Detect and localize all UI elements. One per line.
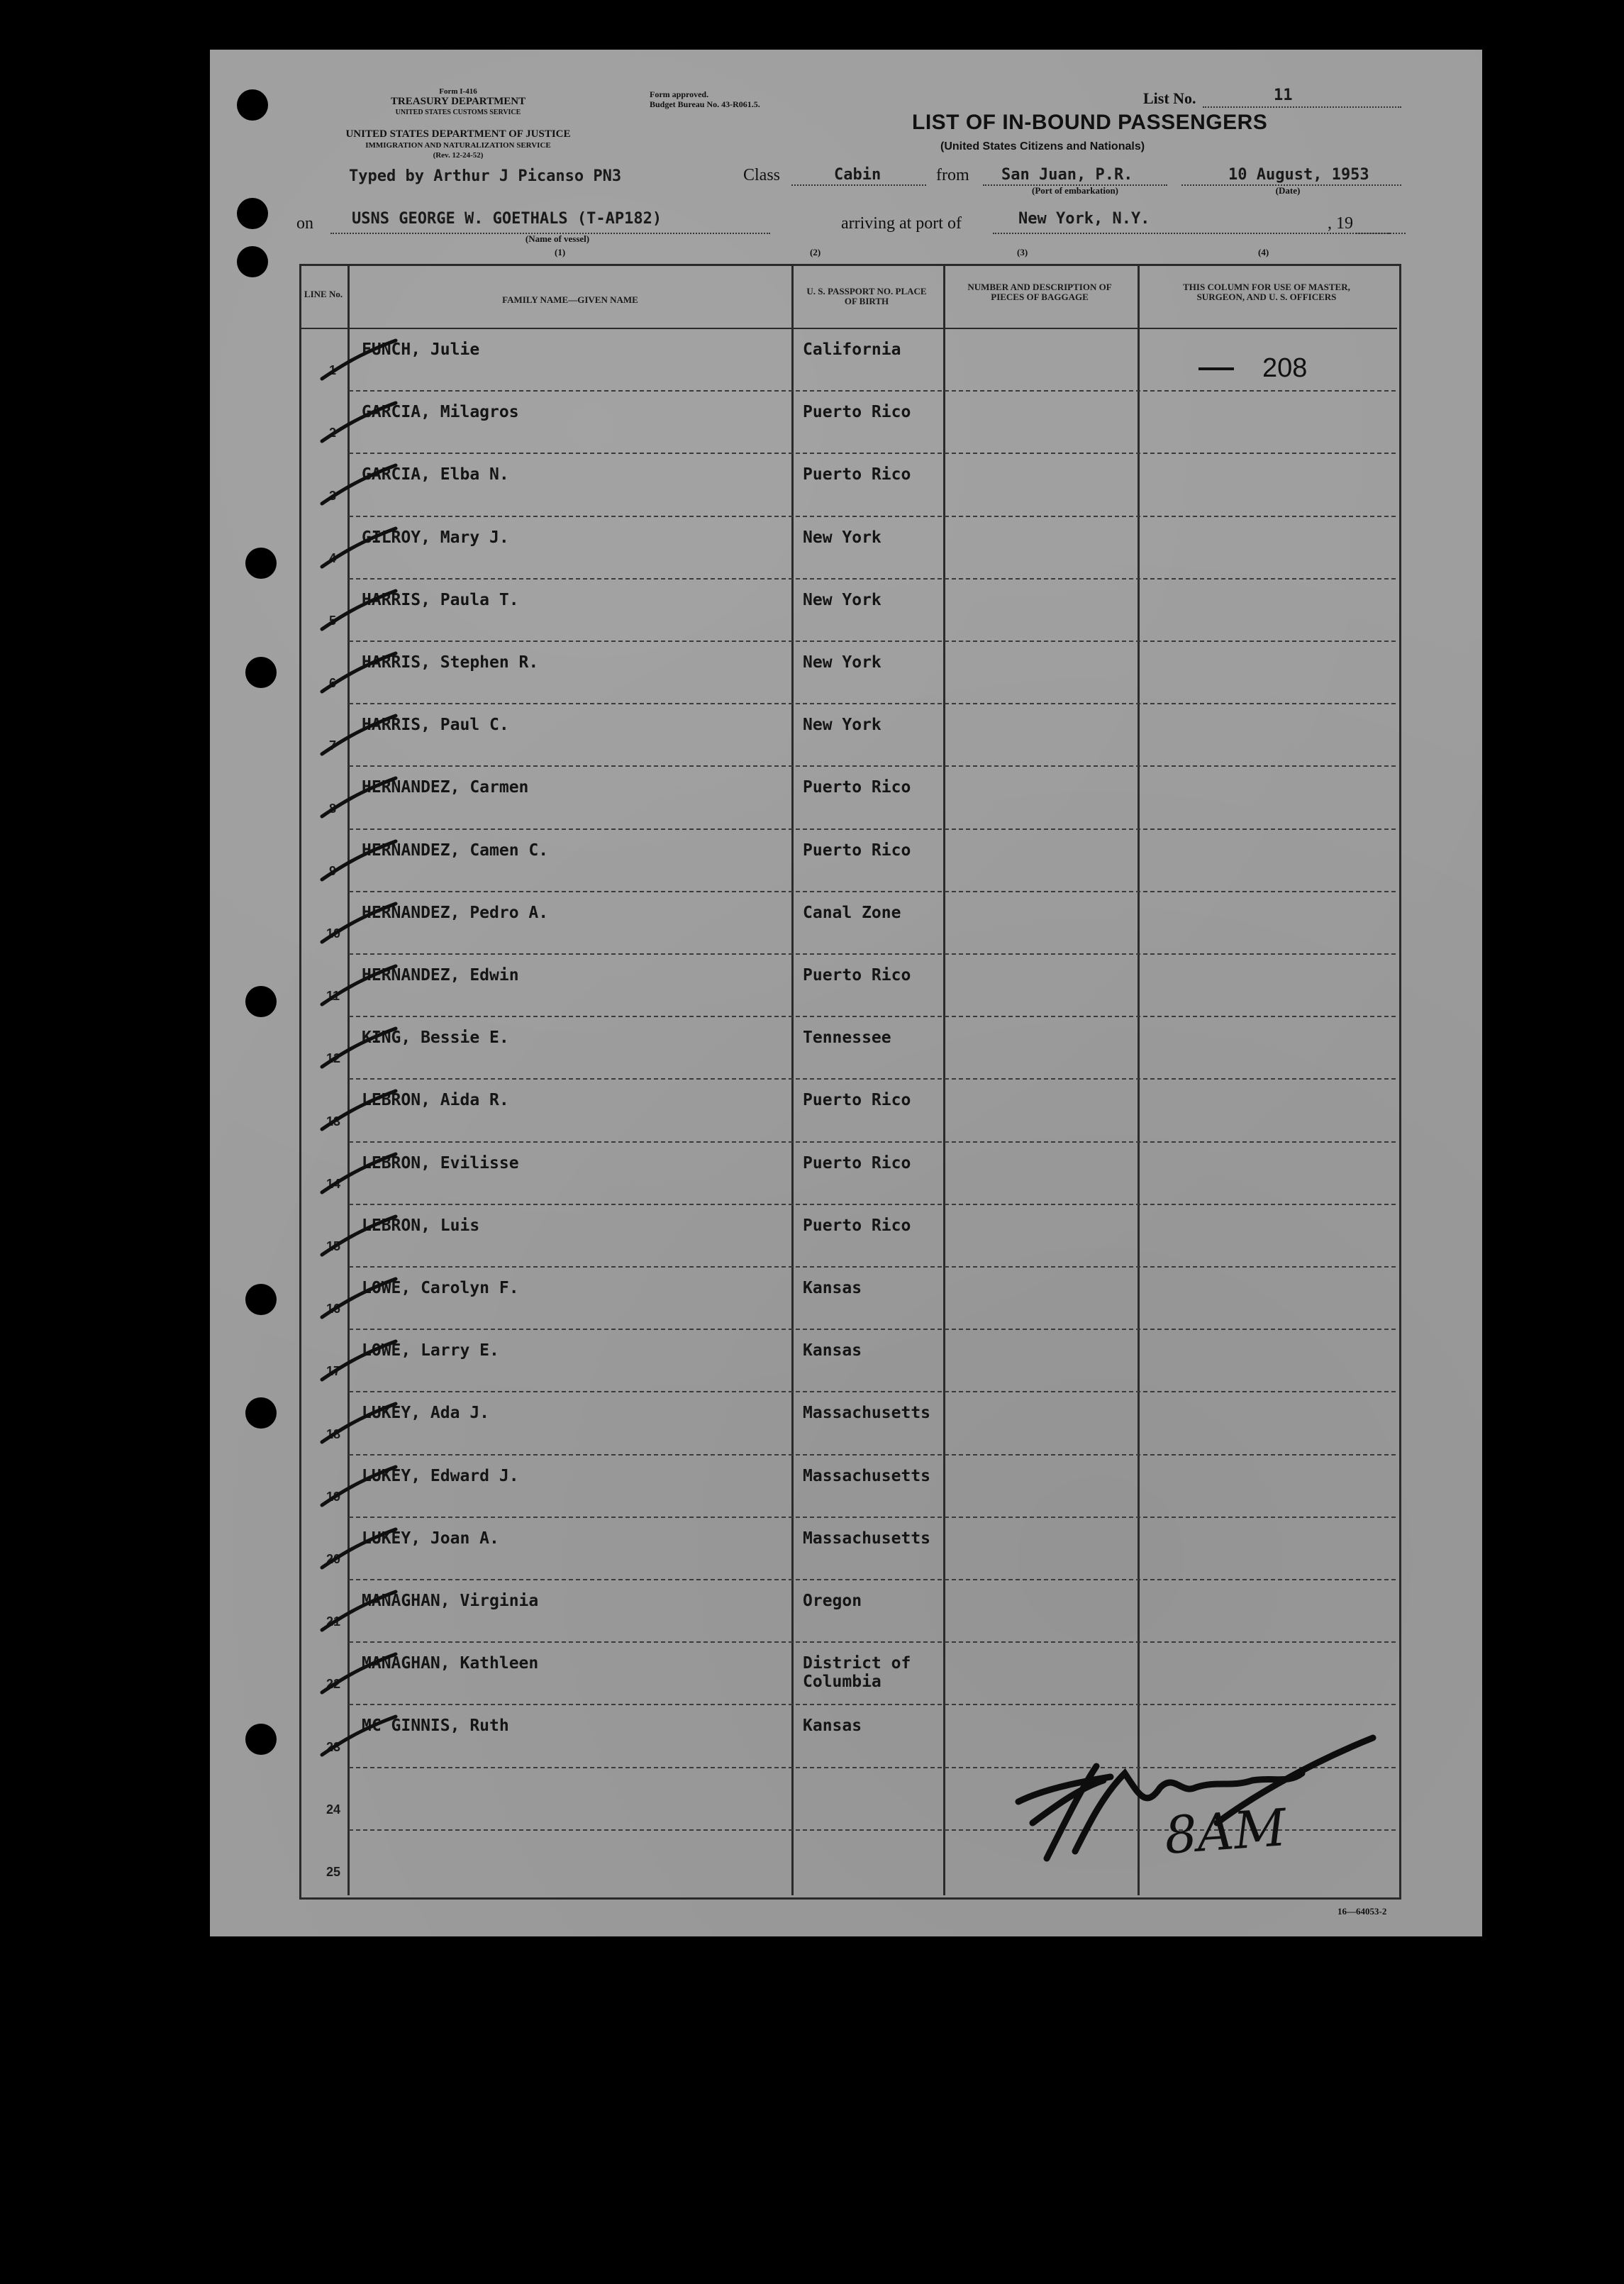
ins: IMMIGRATION AND NATURALIZATION SERVICE [365,141,551,150]
arrival-port: New York, N.Y. [1018,210,1150,228]
place-of-birth: Massachusetts [803,1466,931,1485]
place-of-birth: Kansas [803,1717,862,1736]
row-divider [349,1141,1396,1143]
line-number: 23 [326,1739,341,1754]
passenger-name: LOWE, Larry E. [362,1341,499,1360]
port-embarkation-caption: (Port of embarkation) [1031,185,1119,196]
officer-note: 208 [1262,353,1308,383]
place-of-birth: Massachusetts [803,1404,931,1423]
row-divider [349,390,1396,392]
place-of-birth: Puerto Rico [803,966,911,985]
header-officers: THIS COLUMN FOR USE OF MASTER, SURGEON, AND U. S. OFFICERS [1183,282,1350,302]
place-of-birth: Puerto Rico [803,1091,911,1110]
check-mark-icon [316,1275,401,1324]
place-of-birth: Tennessee [803,1029,891,1048]
row-divider [349,765,1396,767]
binder-hole [245,548,277,579]
check-mark-icon [316,1463,401,1512]
year-line [1356,233,1406,234]
revision: (Rev. 12-24-52) [433,151,484,160]
place-of-birth: Massachusetts [803,1529,931,1548]
class-label: Class [743,166,781,184]
line-number: 11 [326,989,340,1004]
place-of-birth: Canal Zone [803,903,901,922]
col-divider [299,264,301,1895]
place-of-birth: New York [803,528,881,547]
binder-hole [237,198,268,229]
check-mark-icon [316,461,401,511]
budget-bureau: Budget Bureau No. 43-R061.5. [650,99,760,109]
port-embarkation: San Juan, P.R. [1001,166,1133,184]
treasury-department: TREASURY DEPARTMENT [390,96,526,107]
table-header-divider [299,328,1397,329]
form-approved: Form approved. [650,89,709,99]
officer-dash [1198,367,1234,370]
line-number: 14 [326,1176,341,1191]
row-divider [349,1517,1396,1518]
check-mark-icon [316,899,401,949]
passenger-name: GARCIA, Milagros [362,403,519,422]
passenger-name: LUKEY, Ada J. [362,1404,490,1423]
passenger-name: KING, Bessie E. [362,1029,509,1048]
check-mark-icon [316,1024,401,1074]
passenger-name: MC GINNIS, Ruth [362,1717,509,1736]
place-of-birth: New York [803,590,881,609]
check-mark-icon [316,837,401,887]
passenger-name: LOWE, Carolyn F. [362,1279,519,1297]
typed-by: Typed by Arthur J Picanso PN3 [349,167,622,185]
check-mark-icon [316,1150,401,1199]
header-line-no: LINE No. [304,289,343,299]
signature-time: 8AM [1162,1797,1289,1866]
place-of-birth: Puerto Rico [803,1153,911,1173]
check-mark-icon [316,1712,401,1762]
check-mark-icon [316,774,401,824]
row-divider [349,1016,1396,1017]
list-no-label: List No. [1143,89,1196,107]
passenger-name: LEBRON, Evilisse [362,1153,519,1173]
place-of-birth: New York [803,653,881,672]
place-of-birth: Kansas [803,1341,862,1360]
line-number: 15 [326,1239,341,1253]
from-label: from [936,166,969,184]
line-number: 1 [329,363,337,378]
header-passport: U. S. PASSPORT NO. PLACE OF BIRTH [806,286,927,306]
on-label: on [296,214,313,233]
date-caption: (Date) [1275,185,1301,196]
passenger-name: MANAGHAN, Virginia [362,1592,539,1610]
binder-hole [237,246,268,277]
place-of-birth: Puerto Rico [803,841,911,860]
justice-department: UNITED STATES DEPARTMENT OF JUSTICE [345,128,571,140]
line-number: 6 [329,676,337,691]
form-number: Form I-416 [439,87,477,96]
footer-code: 16—64053-2 [1337,1906,1387,1917]
binder-hole [245,657,277,688]
check-mark-icon [316,649,401,699]
check-mark-icon [316,1650,401,1700]
passenger-name: LUKEY, Joan A. [362,1529,499,1548]
line-number: 22 [326,1677,341,1692]
place-of-birth: Oregon [803,1592,862,1610]
check-mark-icon [316,962,401,1011]
place-of-birth: New York [803,716,881,735]
line-number: 8 [329,801,337,816]
passenger-name: HARRIS, Paul C. [362,716,509,735]
arriving-label: arriving at port of [841,214,962,233]
line-number: 12 [326,1051,341,1066]
line-number: 9 [329,863,337,878]
row-divider [349,1078,1396,1080]
check-mark-icon [316,587,401,636]
row-divider [349,1704,1396,1705]
row-divider [349,703,1396,704]
row-divider [349,1391,1396,1392]
signature [1004,1709,1401,1894]
row-divider [349,891,1396,892]
row-divider [349,828,1396,830]
row-divider [349,953,1396,955]
line-number: 7 [329,738,337,753]
place-of-birth: Kansas [803,1279,862,1297]
col-num-4: (4) [1258,247,1269,257]
passenger-name: HARRIS, Paula T. [362,590,519,609]
place-of-birth: Puerto Rico [803,778,911,797]
place-of-birth: Puerto Rico [803,465,911,484]
passenger-name: HARRIS, Stephen R. [362,653,539,672]
passenger-name: HERNANDEZ, Pedro A. [362,903,549,922]
year-prefix: , 19 [1328,214,1353,233]
row-divider [349,1579,1396,1580]
check-mark-icon [316,336,401,386]
vessel-caption: (Name of vessel) [525,233,590,244]
place-of-birth: California [803,340,901,359]
passenger-name: GILROY, Mary J. [362,528,509,547]
passenger-name: MANAGHAN, Kathleen [362,1654,539,1673]
header-baggage: NUMBER AND DESCRIPTION OF PIECES OF BAGGAGE [967,282,1112,302]
manifest-sheet [210,50,1482,1936]
row-divider [349,1329,1396,1330]
arrival-date: 10 August, 1953 [1228,166,1369,184]
class-line [791,184,926,186]
col-num-1: (1) [555,247,566,257]
passenger-name: HERNANDEZ, Camen C. [362,841,549,860]
line-number: 2 [329,426,337,440]
check-mark-icon [316,1399,401,1449]
check-mark-icon [316,1525,401,1575]
list-no-line [1203,106,1401,108]
row-divider [349,453,1396,454]
binder-hole [237,89,268,121]
place-of-birth: District of Columbia [803,1654,911,1692]
binder-hole [245,986,277,1017]
line-number: 4 [329,550,337,565]
row-divider [349,578,1396,580]
class-value: Cabin [834,166,881,184]
row-divider [349,516,1396,517]
list-no-value: 11 [1274,87,1293,104]
page-title: LIST OF IN-BOUND PASSENGERS [912,111,1268,134]
binder-hole [245,1397,277,1429]
place-of-birth: Puerto Rico [803,403,911,422]
line-number: 21 [326,1614,341,1629]
check-mark-icon [316,1212,401,1262]
place-of-birth: Puerto Rico [803,1216,911,1235]
passenger-name: HERNANDEZ, Carmen [362,778,529,797]
passenger-name: LEBRON, Luis [362,1216,480,1235]
line-number: 10 [326,926,341,941]
line-number: 16 [326,1302,341,1316]
passenger-name: HERNANDEZ, Edwin [362,966,519,985]
col-num-3: (3) [1017,247,1028,257]
line-number: 18 [326,1426,341,1441]
line-number: 13 [326,1114,341,1129]
line-number: 19 [326,1489,341,1504]
line-number: 5 [329,614,337,628]
page-subtitle: (United States Citizens and Nationals) [940,140,1145,153]
line-number: 24 [326,1802,341,1817]
line-number: 20 [326,1552,341,1566]
binder-hole [245,1724,277,1755]
row-divider [349,1641,1396,1643]
col-num-2: (2) [810,247,821,257]
line-number: 3 [329,488,337,503]
check-mark-icon [316,1587,401,1637]
passenger-name: LEBRON, Aida R. [362,1091,509,1110]
line-number: 25 [326,1865,341,1879]
passenger-name: GARCIA, Elba N. [362,465,509,484]
line-number: 17 [326,1364,341,1379]
binder-hole [245,1284,277,1315]
row-divider [349,1204,1396,1205]
check-mark-icon [316,1337,401,1387]
row-divider [349,1266,1396,1268]
row-divider [349,641,1396,642]
customs-service: UNITED STATES CUSTOMS SERVICE [395,109,521,116]
row-divider [349,1454,1396,1456]
check-mark-icon [316,524,401,574]
header-name: FAMILY NAME—GIVEN NAME [502,294,638,305]
check-mark-icon [316,711,401,761]
passenger-name: FUNCH, Julie [362,340,480,359]
check-mark-icon [316,399,401,448]
vessel-name: USNS GEORGE W. GOETHALS (T-AP182) [352,210,662,228]
check-mark-icon [316,1087,401,1136]
passenger-name: LUKEY, Edward J. [362,1466,519,1485]
